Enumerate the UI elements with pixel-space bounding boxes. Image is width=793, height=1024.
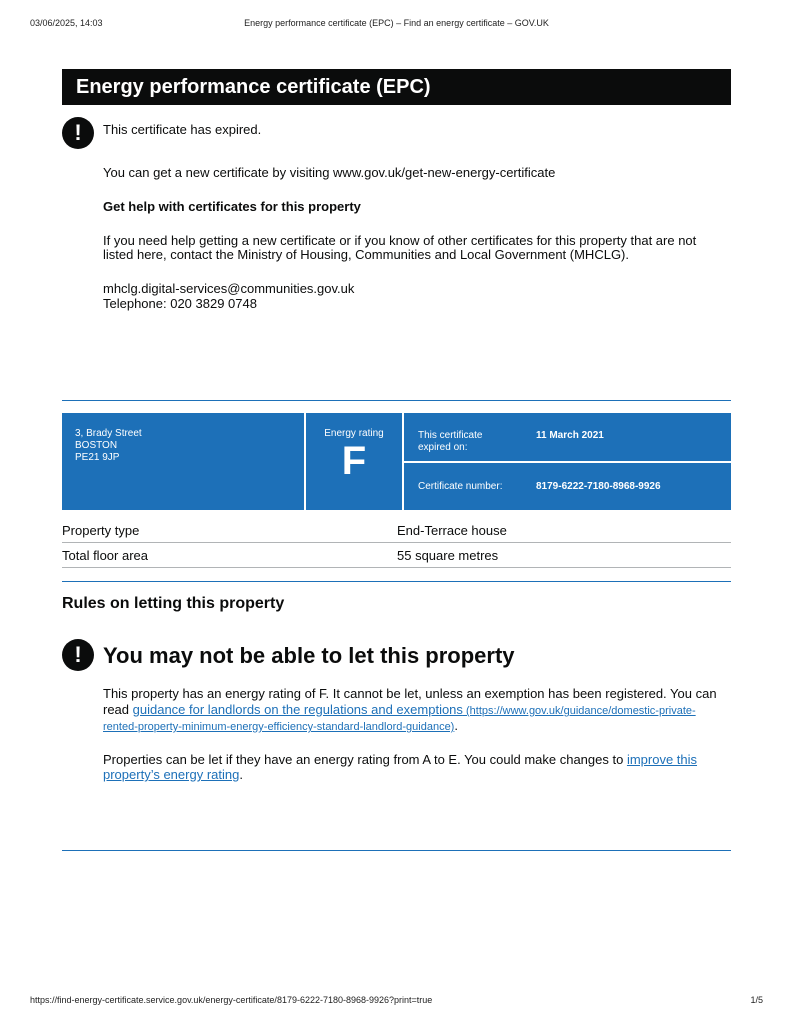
letting-warning-title: You may not be able to let this property (103, 643, 515, 668)
summary-label: Property type (62, 523, 140, 538)
letting-heading: Rules on letting this property (62, 595, 285, 612)
summary-label: Total floor area (62, 548, 148, 563)
help-text-line-2: listed here, contact the Ministry of Housing, Communities and Local Government (MHCLG). (103, 247, 629, 262)
help-heading: Get help with certificates for this property (103, 199, 361, 214)
letting-paragraph-1-line-3 (103, 718, 458, 735)
expiry-cell (404, 413, 731, 461)
expired-on-date: 11 March 2021 (536, 430, 604, 441)
summary-value: 55 square metres (397, 548, 499, 563)
address-line-2: BOSTON (75, 440, 118, 451)
read-text: read (103, 702, 133, 717)
energy-rating-cell (306, 413, 402, 510)
page-title: Energy performance certificate (EPC) (62, 69, 731, 105)
section-divider (62, 850, 731, 851)
certificate-number-value: 8179-6222-7180-8968-9926 (536, 481, 661, 492)
certificate-number-cell (404, 463, 731, 510)
warning-icon: ! (62, 117, 94, 149)
letting-paragraph-2-line-1 (103, 752, 697, 768)
landlord-guidance-link[interactable]: guidance for landlords on the regulations and exemptions (132, 702, 463, 717)
letting-paragraph-2-line-2 (103, 767, 243, 783)
sentence-end: . (239, 767, 243, 782)
print-page-number: 1/5 (750, 995, 763, 1005)
new-certificate-notice: You can get a new certificate by visiting www.gov.uk/get-new-energy-certificate (103, 165, 556, 180)
property-address (62, 413, 304, 510)
letting-paragraph-1-line-1: This property has an energy rating of F. It cannot be let, unless an exemption has been registered. You can (103, 686, 717, 701)
rating-range-text: Properties can be let if they have an energy rating from A to E. You could make changes to (103, 752, 627, 767)
landlord-guidance-url[interactable]: (https://www.gov.uk/guidance/domestic-private- (462, 705, 696, 717)
certificate-number-label: Certificate number: (418, 481, 503, 492)
landlord-guidance-url-continued[interactable]: rented-property-minimum-energy-efficiency-standard-landlord-guidance) (103, 721, 455, 733)
section-divider (62, 581, 731, 582)
address-postcode: PE21 9JP (75, 452, 120, 463)
letting-paragraph-1-line-2 (103, 702, 696, 719)
address-line-1: 3, Brady Street (75, 428, 142, 439)
epc-summary-box (62, 413, 731, 510)
help-email: mhclg.digital-services@communities.gov.uk (103, 281, 355, 296)
improve-rating-link[interactable]: improve this (626, 752, 698, 767)
help-telephone: Telephone: 020 3829 0748 (103, 296, 257, 311)
expired-on-label-line-1: This certificate (418, 430, 483, 441)
print-url: https://find-energy-certificate.service.gov.uk/energy-certificate/8179-6222-7180-8968-9926?print=true (30, 995, 433, 1005)
expired-notice: This certificate has expired. (103, 122, 262, 137)
sentence-end: . (454, 718, 458, 733)
print-page-title: Energy performance certificate (EPC) – Find an energy certificate – GOV.UK (244, 18, 549, 28)
summary-value: End-Terrace house (397, 523, 507, 538)
letting-warning-icon: ! (62, 639, 94, 671)
energy-rating-value: F (341, 439, 367, 483)
help-text-line-1: If you need help getting a new certificate or if you know of other certificates for this property that are not (103, 233, 697, 248)
section-divider (62, 400, 731, 401)
expired-on-label-line-2: expired on: (418, 442, 468, 453)
summary-row-floor-area (62, 543, 731, 568)
print-datetime: 03/06/2025, 14:03 (30, 18, 103, 28)
energy-rating-label: Energy rating (324, 428, 384, 439)
improve-rating-link-continued[interactable]: property’s energy rating (103, 767, 240, 782)
summary-row-property-type (62, 518, 731, 543)
